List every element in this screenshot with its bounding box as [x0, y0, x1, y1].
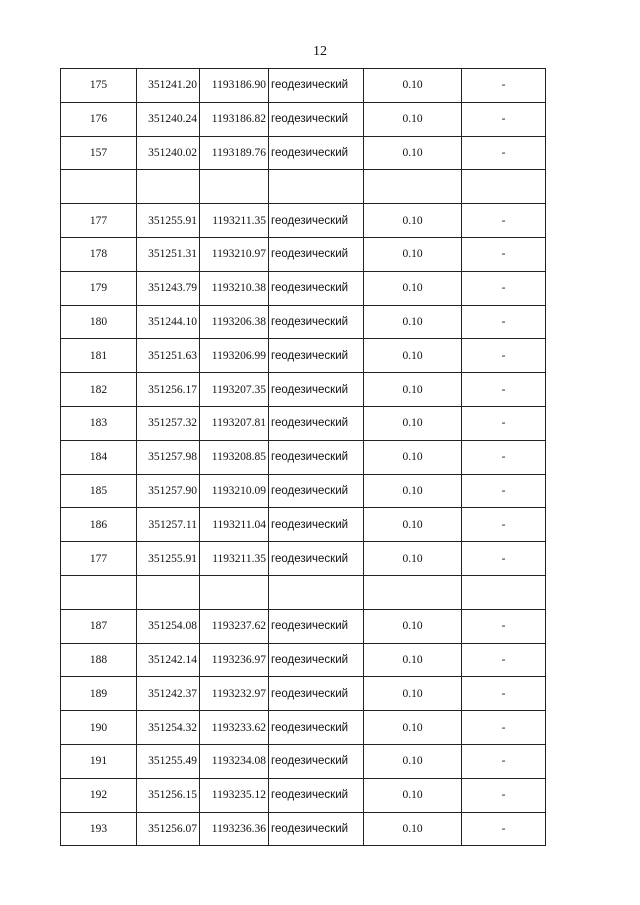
method-cell: геодезический [269, 744, 364, 778]
accuracy-cell: 0.10 [364, 136, 462, 170]
method-cell: геодезический [269, 102, 364, 136]
table-row [61, 305, 546, 339]
accuracy-cell: 0.10 [364, 812, 462, 846]
method-cell: геодезический [269, 474, 364, 508]
x-coordinate-cell: 351255.91 [137, 542, 200, 576]
point-number-cell [61, 170, 137, 204]
point-number-cell: 192 [61, 778, 137, 812]
point-number-cell: 186 [61, 508, 137, 542]
table-row [61, 102, 546, 136]
note-cell: - [462, 136, 546, 170]
note-cell: - [462, 69, 546, 103]
accuracy-cell: 0.10 [364, 69, 462, 103]
y-coordinate-cell [200, 575, 269, 609]
table-row [61, 136, 546, 170]
y-coordinate-cell: 1193207.35 [200, 373, 269, 407]
y-coordinate-cell: 1193211.04 [200, 508, 269, 542]
point-number-cell: 177 [61, 542, 137, 576]
point-number-cell: 183 [61, 406, 137, 440]
point-number-cell: 157 [61, 136, 137, 170]
x-coordinate-cell: 351240.02 [137, 136, 200, 170]
table-row [61, 170, 546, 204]
accuracy-cell [364, 575, 462, 609]
note-cell: - [462, 406, 546, 440]
y-coordinate-cell: 1193207.81 [200, 406, 269, 440]
point-number-cell: 180 [61, 305, 137, 339]
y-coordinate-cell: 1193208.85 [200, 440, 269, 474]
note-cell: - [462, 237, 546, 271]
note-cell: - [462, 271, 546, 305]
x-coordinate-cell: 351251.31 [137, 237, 200, 271]
accuracy-cell: 0.10 [364, 778, 462, 812]
method-cell: геодезический [269, 542, 364, 576]
accuracy-cell: 0.10 [364, 643, 462, 677]
point-number-cell: 188 [61, 643, 137, 677]
method-cell: геодезический [269, 406, 364, 440]
point-number-cell: 193 [61, 812, 137, 846]
y-coordinate-cell: 1193210.09 [200, 474, 269, 508]
table-row [61, 339, 546, 373]
point-number-cell [61, 575, 137, 609]
x-coordinate-cell: 351256.07 [137, 812, 200, 846]
y-coordinate-cell: 1193233.62 [200, 711, 269, 745]
method-cell [269, 170, 364, 204]
note-cell: - [462, 204, 546, 238]
y-coordinate-cell: 1193236.36 [200, 812, 269, 846]
y-coordinate-cell: 1193211.35 [200, 204, 269, 238]
point-number-cell: 191 [61, 744, 137, 778]
x-coordinate-cell: 351257.32 [137, 406, 200, 440]
note-cell: - [462, 102, 546, 136]
method-cell: геодезический [269, 508, 364, 542]
note-cell: - [462, 474, 546, 508]
table-row [61, 204, 546, 238]
method-cell: геодезический [269, 711, 364, 745]
note-cell: - [462, 812, 546, 846]
note-cell: - [462, 305, 546, 339]
method-cell: геодезический [269, 271, 364, 305]
point-number-cell: 175 [61, 69, 137, 103]
point-number-cell: 178 [61, 237, 137, 271]
x-coordinate-cell: 351254.08 [137, 609, 200, 643]
point-number-cell: 181 [61, 339, 137, 373]
accuracy-cell: 0.10 [364, 373, 462, 407]
accuracy-cell: 0.10 [364, 744, 462, 778]
y-coordinate-cell: 1193234.08 [200, 744, 269, 778]
note-cell [462, 170, 546, 204]
x-coordinate-cell: 351243.79 [137, 271, 200, 305]
table-row [61, 542, 546, 576]
x-coordinate-cell: 351257.90 [137, 474, 200, 508]
y-coordinate-cell: 1193235.12 [200, 778, 269, 812]
note-cell: - [462, 609, 546, 643]
table-row [61, 271, 546, 305]
point-number-cell: 179 [61, 271, 137, 305]
table-row [61, 575, 546, 609]
method-cell: геодезический [269, 136, 364, 170]
method-cell: геодезический [269, 237, 364, 271]
note-cell: - [462, 778, 546, 812]
y-coordinate-cell: 1193237.62 [200, 609, 269, 643]
y-coordinate-cell: 1193236.97 [200, 643, 269, 677]
accuracy-cell: 0.10 [364, 542, 462, 576]
method-cell: геодезический [269, 812, 364, 846]
accuracy-cell: 0.10 [364, 474, 462, 508]
y-coordinate-cell: 1193210.97 [200, 237, 269, 271]
method-cell: геодезический [269, 204, 364, 238]
accuracy-cell: 0.10 [364, 271, 462, 305]
table-row [61, 609, 546, 643]
y-coordinate-cell: 1193206.38 [200, 305, 269, 339]
table-row [61, 744, 546, 778]
note-cell: - [462, 440, 546, 474]
accuracy-cell: 0.10 [364, 440, 462, 474]
method-cell: геодезический [269, 643, 364, 677]
x-coordinate-cell: 351256.15 [137, 778, 200, 812]
x-coordinate-cell: 351254.32 [137, 711, 200, 745]
x-coordinate-cell: 351255.49 [137, 744, 200, 778]
note-cell: - [462, 744, 546, 778]
point-number-cell: 190 [61, 711, 137, 745]
coordinates-table [60, 68, 546, 846]
point-number-cell: 176 [61, 102, 137, 136]
accuracy-cell: 0.10 [364, 305, 462, 339]
x-coordinate-cell: 351255.91 [137, 204, 200, 238]
method-cell: геодезический [269, 373, 364, 407]
y-coordinate-cell: 1193206.99 [200, 339, 269, 373]
table-row [61, 237, 546, 271]
note-cell: - [462, 373, 546, 407]
y-coordinate-cell: 1193232.97 [200, 677, 269, 711]
note-cell: - [462, 339, 546, 373]
point-number-cell: 185 [61, 474, 137, 508]
method-cell: геодезический [269, 305, 364, 339]
table-row [61, 508, 546, 542]
accuracy-cell: 0.10 [364, 102, 462, 136]
point-number-cell: 182 [61, 373, 137, 407]
table-row [61, 812, 546, 846]
x-coordinate-cell: 351244.10 [137, 305, 200, 339]
x-coordinate-cell [137, 575, 200, 609]
note-cell: - [462, 677, 546, 711]
accuracy-cell: 0.10 [364, 237, 462, 271]
note-cell: - [462, 711, 546, 745]
note-cell: - [462, 508, 546, 542]
x-coordinate-cell [137, 170, 200, 204]
y-coordinate-cell: 1193186.82 [200, 102, 269, 136]
method-cell: геодезический [269, 609, 364, 643]
y-coordinate-cell: 1193189.76 [200, 136, 269, 170]
table-row [61, 440, 546, 474]
method-cell: геодезический [269, 440, 364, 474]
table-row [61, 677, 546, 711]
method-cell [269, 575, 364, 609]
accuracy-cell: 0.10 [364, 711, 462, 745]
table-row [61, 474, 546, 508]
accuracy-cell [364, 170, 462, 204]
table-row [61, 643, 546, 677]
y-coordinate-cell: 1193210.38 [200, 271, 269, 305]
table-row [61, 69, 546, 103]
accuracy-cell: 0.10 [364, 609, 462, 643]
accuracy-cell: 0.10 [364, 204, 462, 238]
note-cell [462, 575, 546, 609]
x-coordinate-cell: 351256.17 [137, 373, 200, 407]
x-coordinate-cell: 351241.20 [137, 69, 200, 103]
x-coordinate-cell: 351251.63 [137, 339, 200, 373]
method-cell: геодезический [269, 339, 364, 373]
x-coordinate-cell: 351257.98 [137, 440, 200, 474]
x-coordinate-cell: 351242.14 [137, 643, 200, 677]
x-coordinate-cell: 351257.11 [137, 508, 200, 542]
point-number-cell: 187 [61, 609, 137, 643]
table-row [61, 406, 546, 440]
method-cell: геодезический [269, 677, 364, 711]
y-coordinate-cell [200, 170, 269, 204]
x-coordinate-cell: 351240.24 [137, 102, 200, 136]
accuracy-cell: 0.10 [364, 339, 462, 373]
y-coordinate-cell: 1193211.35 [200, 542, 269, 576]
method-cell: геодезический [269, 778, 364, 812]
table-row [61, 711, 546, 745]
y-coordinate-cell: 1193186.90 [200, 69, 269, 103]
point-number-cell: 177 [61, 204, 137, 238]
accuracy-cell: 0.10 [364, 677, 462, 711]
table-row [61, 373, 546, 407]
page-number: 12 [313, 44, 327, 59]
x-coordinate-cell: 351242.37 [137, 677, 200, 711]
method-cell: геодезический [269, 69, 364, 103]
table-row [61, 778, 546, 812]
point-number-cell: 184 [61, 440, 137, 474]
note-cell: - [462, 542, 546, 576]
accuracy-cell: 0.10 [364, 508, 462, 542]
note-cell: - [462, 643, 546, 677]
accuracy-cell: 0.10 [364, 406, 462, 440]
coordinates-table-body [61, 69, 546, 846]
point-number-cell: 189 [61, 677, 137, 711]
